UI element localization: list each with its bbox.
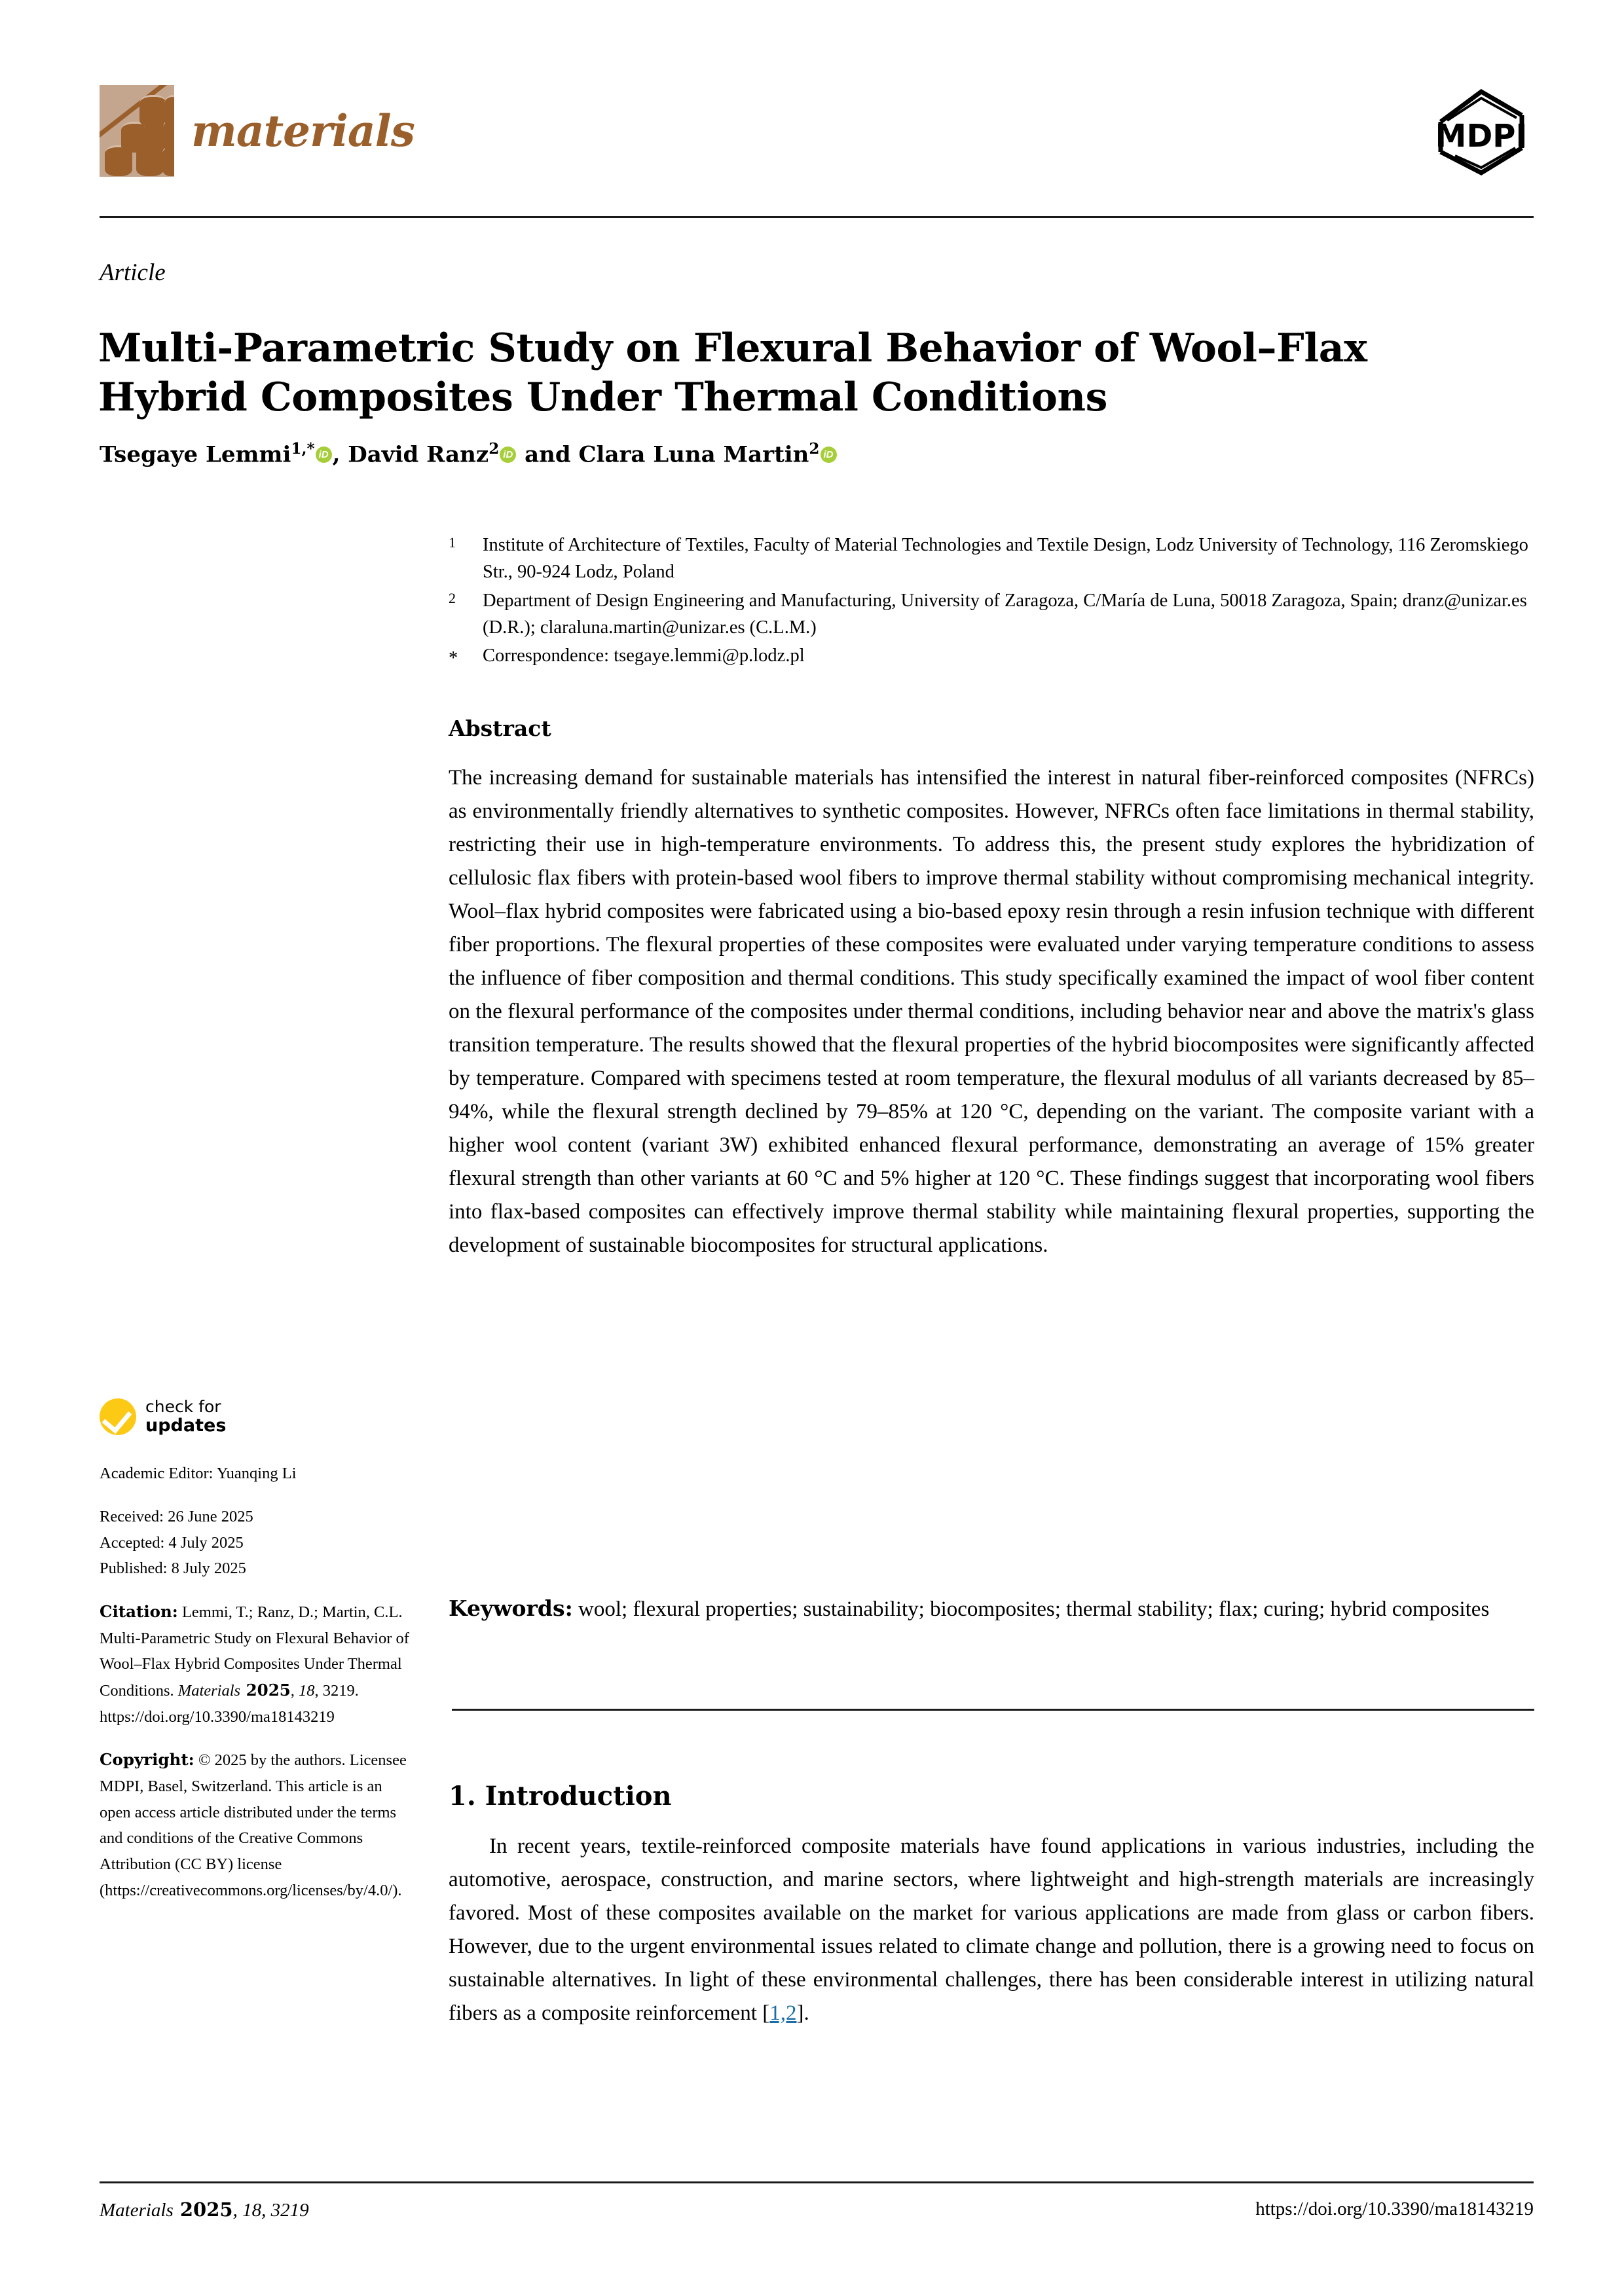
copyright-block	[100, 1747, 414, 1903]
check-for-updates-badge[interactable]	[100, 1398, 414, 1436]
affiliation-marker: *	[449, 648, 458, 669]
author-separator-2: and	[517, 441, 579, 468]
keywords-block	[449, 1592, 1534, 1626]
page-title: Multi-Parametric Study on Flexural Behavior of Wool–Flax Hybrid Composites Under Thermal Conditions	[98, 325, 1367, 421]
citation-reference-link[interactable]: 1,2	[769, 2001, 797, 2025]
orcid-icon[interactable]: iD	[821, 446, 837, 463]
footer-divider	[100, 2181, 1534, 2183]
mdpi-logo-text: MDPI	[1435, 118, 1528, 155]
correspondence-text: Correspondence: tsegaye.lemmi@p.lodz.pl	[483, 646, 805, 666]
date-received: Received: 26 June 2025	[100, 1507, 253, 1525]
affiliation-row	[449, 642, 1536, 672]
introduction-paragraph	[449, 1830, 1534, 2030]
footer-volume-page: , 18, 3219	[232, 2200, 309, 2221]
citation-block	[100, 1599, 414, 1730]
academic-editor: Academic Editor: Yuanqing Li	[100, 1465, 297, 1483]
author-name-2: David Ranz	[348, 441, 489, 468]
affiliation-text: Department of Design Engineering and Manufacturing, University of Zaragoza, C/María de Luna, 50018 Zaragoza, Spain; dranz@unizar.es (D.R.); claraluna.martin@unizar.es (C.L.M.)	[483, 590, 1527, 638]
footer-journal-name: Materials	[100, 2200, 174, 2221]
author-affiliation-marker-1: 1,*	[291, 440, 315, 458]
citation-authors: Lemmi, T.; Ranz, D.; Martin, C.L. Multi-Parametric Study on Flexural Behavior of Wool–Flax Hybrid Composites Under Thermal Conditions.	[100, 1603, 409, 1700]
materials-logo-icon	[100, 85, 174, 177]
affiliation-marker: 1	[449, 534, 456, 551]
citation-journal: Materials	[177, 1682, 241, 1700]
affiliation-row	[449, 587, 1536, 642]
keywords-text: wool; flexural properties; sustainability; biocomposites; thermal stability; flax; curing; hybrid composites	[572, 1597, 1490, 1621]
author-affiliation-marker-2: 2	[489, 440, 500, 458]
check-for-updates-line1: check for	[145, 1397, 221, 1416]
citation-doi[interactable]: https://doi.org/10.3390/ma18143219	[100, 1707, 335, 1726]
citation-label: Citation:	[100, 1601, 178, 1621]
section-divider	[452, 1709, 1534, 1711]
introduction-text-part1: In recent years, textile-reinforced composite materials have found applications in various industries, including the automotive, aerospace, construction, and marine sectors, where lightweight and high-strength materials are increasingly favored. Most of these composites available on the market for various applications are made from glass or carbon fibers. However, due to the urgent environmental issues related to climate change and pollution, there is a growing need to focus on sustainable alternatives. In light of these environmental challenges, there has been considerable interest in utilizing natural fibers as a composite reinforcement [	[449, 1834, 1534, 2025]
abstract-text: The increasing demand for sustainable materials has intensified the interest in natural fiber-reinforced composites (NFRCs) as environmentally friendly alternatives to synthetic composites. However, NFRCs often face limitations in thermal stability, restricting their use in high-temperature environments. To address this, the present study explores the hybridization of cellulosic flax fibers with protein-based wool fibers to improve thermal stability without compromising mechanical integrity. Wool–flax hybrid composites were fabricated using a bio-based epoxy resin through a resin infusion technique with different fiber proportions. The flexural properties of these composites were evaluated under varying temperature conditions to assess the influence of fiber composition and thermal conditions. This study specifically examined the impact of wool fiber content on the flexural performance of the composites under thermal conditions, including behavior near and above the matrix's glass transition temperature. The results showed that the flexural properties of the hybrid biocomposites were significantly affected by temperature. Compared with specimens tested at room temperature, the flexural modulus of all variants decreased by 85–94%, while the flexural strength declined by 79–85% at 120 °C, depending on the variant. The composite variant with a higher wool content (variant 3W) exhibited enhanced flexural performance, demonstrating an average of 15% greater flexural strength than other variants at 60 °C and 5% higher at 120 °C. These findings suggest that incorporating wool fibers into flax-based composites can effectively improve thermal stability while maintaining flexural properties, supporting the development of sustainable biocomposites for structural applications.	[449, 766, 1534, 1257]
checkmark-icon	[100, 1398, 136, 1435]
author-name-1: Tsegaye Lemmi	[100, 441, 291, 468]
footer-doi-link[interactable]: https://doi.org/10.3390/ma18143219	[1255, 2198, 1534, 2219]
date-published: Published: 8 July 2025	[100, 1559, 246, 1578]
citation-article-number: , 3219.	[314, 1682, 359, 1700]
copyright-label: Copyright:	[100, 1750, 194, 1770]
introduction-text-part2: ].	[796, 2001, 809, 2025]
page-footer	[100, 2198, 1534, 2221]
affiliation-list	[449, 532, 1536, 674]
article-metadata-sidebar	[100, 1398, 414, 1921]
orcid-icon[interactable]: iD	[316, 446, 332, 463]
author-name-3: Clara Luna Martin	[578, 441, 809, 468]
page-header	[100, 79, 1534, 213]
journal-brand	[100, 85, 415, 177]
date-accepted: Accepted: 4 July 2025	[100, 1533, 244, 1552]
abstract-heading: Abstract	[449, 716, 551, 741]
author-separator-1: ,	[332, 441, 348, 468]
affiliation-text: Institute of Architecture of Textiles, Faculty of Material Technologies and Textile Design, Lodz University of Technology, 116 Zeromskiego Str., 90-924 Lodz, Poland	[483, 535, 1528, 583]
author-list	[100, 439, 1475, 471]
check-for-updates-line2: updates	[145, 1415, 227, 1436]
keywords-label: Keywords:	[449, 1595, 573, 1621]
copyright-text: © 2025 by the authors. Licensee MDPI, Basel, Switzerland. This article is an open access article distributed under the terms and conditions of the Creative Commons Attribution (CC BY) license (https://creativecommons.org/licenses/by/4.0/).	[100, 1751, 407, 1899]
footer-year: 2025	[173, 2198, 233, 2221]
footer-citation	[100, 2198, 309, 2221]
affiliation-marker: 2	[449, 589, 456, 606]
publication-dates	[100, 1504, 414, 1582]
mdpi-logo-icon	[1429, 84, 1534, 181]
orcid-icon[interactable]: iD	[500, 446, 516, 463]
section-heading-introduction: 1. Introduction	[449, 1781, 672, 1812]
affiliation-row	[449, 532, 1536, 586]
article-type-label: Article	[100, 259, 166, 286]
header-divider	[100, 216, 1534, 218]
journal-title: materials	[191, 105, 415, 156]
citation-volume: , 18	[290, 1682, 315, 1700]
citation-year: 2025	[240, 1681, 291, 1700]
author-affiliation-marker-3: 2	[809, 440, 820, 458]
